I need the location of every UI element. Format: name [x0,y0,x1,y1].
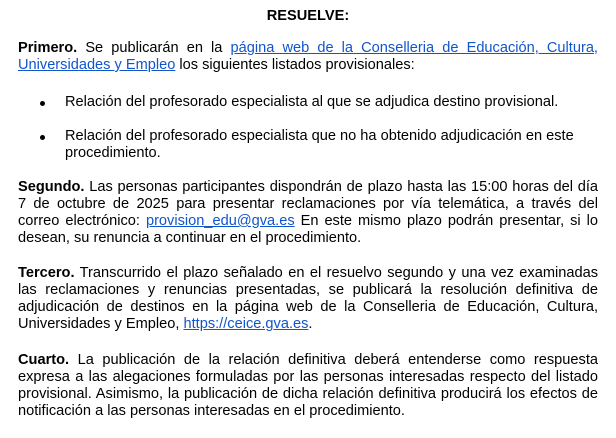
list-item [18,128,598,162]
bullet-icon [40,135,45,140]
provisional-lists [18,94,598,162]
list-item-text: Relación del profesorado especialista al que se adjudica destino provisional. [65,94,559,110]
clause-primero-label: Primero. [18,40,78,56]
ceice-web-link[interactable]: https://ceice.gva.es [183,316,309,332]
clause-segundo-label: Segundo. [18,179,85,195]
bullet-icon [40,101,45,106]
clause-cuarto [18,352,598,420]
email-link[interactable]: provision_edu@gva.es [145,213,295,229]
clause-cuarto-label: Cuarto. [18,352,70,368]
clause-tercero-text-before: Transcurrido el plazo señalado en el resuelvo segundo y una vez examinadas las reclamaciones y renuncias presentadas, se publicará la resolución definitiva de adjudicación de destinos en la página web de la Conselleria de Educación, Cultura, Universidades y Empleo, [18,265,598,332]
clause-tercero [18,265,598,333]
clause-tercero-label: Tercero. [18,265,75,281]
clause-segundo [18,179,598,247]
clause-segundo-text-after: En este mismo plazo podrán presentar, si lo desean, su renuncia a continuar en el procedimiento. [18,213,598,246]
list-item [18,94,598,111]
resolution-heading: RESUELVE: [266,8,350,24]
clause-tercero-text-after: . [308,316,313,332]
clause-primero [18,40,598,74]
list-item-text: Relación del profesorado especialista que no ha obtenido adjudicación en este procedimiento. [65,128,574,161]
conselleria-web-link[interactable]: página web de la Conselleria de Educación, Cultura, Universidades y Empleo [18,40,598,73]
clause-primero-text-after: los siguientes listados provisionales: [175,57,415,73]
clause-segundo-text-before: Las personas participantes dispondrán de plazo hasta las 15:00 horas del día 7 de octubre de 2025 para presentar reclamaciones por vía telemática, a través del correo electrónico: [18,179,598,229]
clause-cuarto-text: La publicación de la relación definitiva deberá entenderse como respuesta expresa a las alegaciones formuladas por las personas interesadas respecto del listado provisional. Asimismo, la publicación de dicha relación definitiva producirá los efectos de notificación a las personas interesadas en el procedimiento. [18,352,598,419]
clause-primero-text-before: Se publicarán en la [77,40,231,56]
